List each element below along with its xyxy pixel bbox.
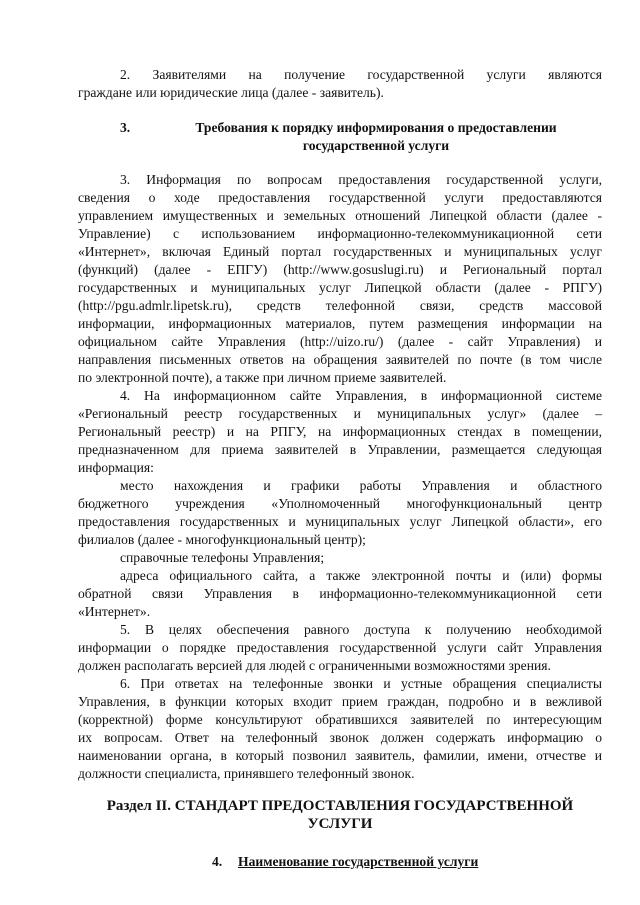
list-item-3-line-1: адреса официального сайта, а также электронной почты и (или) формы: [120, 568, 602, 583]
paragraph-6-line-5: наименовании органа, в который позвонил заявитель, фамилии, имени, отчестве и: [78, 748, 602, 763]
paragraph-3-line-7: государственных и муниципальных услуг Липецкой области (далее - РПГУ): [78, 280, 602, 295]
paragraph-3-line-12: по электронной почте), а также при личном приеме заявителей.: [78, 370, 447, 385]
paragraph-6-line-3: (корректной) форме консультируют обратившихся заявителей по интересующим: [78, 712, 602, 727]
paragraph-4-line-3: Региональный реестр) и на РПГУ, на информационных стендах в помещении,: [78, 424, 602, 439]
paragraph-6-line-6: должности специалиста, принявшего телефонный звонок.: [78, 766, 415, 781]
paragraph-4-line-2: «Региональный реестр государственных и муниципальных услуг» (далее –: [78, 406, 602, 421]
section-3-title-line-2: государственной услуги: [302, 138, 450, 153]
list-item-2-line-1: справочные телефоны Управления;: [120, 550, 325, 565]
paragraph-5-line-3: должен располагать версией для людей с ограниченными возможностями зрения.: [78, 658, 551, 673]
paragraph-3-line-11: направления письменных ответов на обращения заявителей по почте (в том числе: [78, 352, 602, 367]
list-item-1-line-2: бюджетного учреждения «Уполномоченный многофункциональный центр: [78, 496, 602, 511]
section-II-title-line-2: УСЛУГИ: [307, 816, 373, 832]
paragraph-2-line-1: 2. Заявителями на получение государственной услуги являются: [120, 67, 602, 82]
paragraph-4-line-4: предназначенном для приема заявителей в Управлении, размещается следующая: [78, 442, 602, 457]
section-3-title-line-1: Требования к порядку информирования о предоставлении: [195, 120, 557, 135]
paragraph-4-line-1: 4. На информационном сайте Управления, в информационной системе: [120, 388, 602, 403]
section-II-title-line-1: Раздел II. СТАНДАРТ ПРЕДОСТАВЛЕНИЯ ГОСУДАРСТВЕННОЙ: [106, 798, 574, 814]
paragraph-6-line-1: 6. При ответах на телефонные звонки и устные обращения специалисты: [120, 676, 602, 691]
paragraph-6-line-2: Управления, в функции которых входит прием граждан, подробно и в вежливой: [78, 694, 602, 709]
paragraph-3-line-2: сведения о ходе предоставления государственной услуги предоставляются: [78, 190, 602, 205]
paragraph-3-line-1: 3. Информация по вопросам предоставления государственной услуги,: [120, 172, 602, 187]
paragraph-2-line-2: граждане или юридические лица (далее - заявитель).: [78, 85, 384, 100]
paragraph-4-line-5: информация:: [78, 460, 154, 475]
list-item-1-line-1: место нахождения и графики работы Управления и областного: [120, 478, 602, 493]
list-item-1-line-3: предоставления государственных и муниципальных услуг Липецкой области», его: [78, 514, 602, 529]
section-3-number: 3.: [120, 120, 131, 135]
list-item-3-line-3: «Интернет».: [78, 604, 151, 619]
paragraph-3-line-3: управлением имущественных и земельных отношений Липецкой области (далее -: [78, 208, 602, 223]
paragraph-3-line-9: информации, информационных материалов, путем размещения информации на: [78, 316, 602, 331]
paragraph-3-line-6: (функций) (далее - ЕПГУ) (http://www.gosuslugi.ru) и Региональный портал: [78, 262, 602, 277]
list-item-1-line-4: филиалов (далее - многофункциональный центр);: [78, 532, 366, 547]
paragraph-5-line-2: информации о порядке предоставления государственной услуги сайт Управления: [78, 640, 602, 655]
subsection-4-number: 4.: [212, 854, 223, 869]
paragraph-5-line-1: 5. В целях обеспечения равного доступа к получению необходимой: [120, 622, 602, 637]
paragraph-6-line-4: их вопросам. Ответ на телефонный звонок должен содержать информацию о: [78, 730, 602, 745]
paragraph-3-line-10: официальном сайте Управления (http://uizo.ru/) (далее - сайт Управления) и: [78, 334, 602, 349]
paragraph-3-line-4: Управление) с использованием информационно-телекоммуникационной сети: [78, 226, 602, 241]
paragraph-3-line-8: (http://pgu.admlr.lipetsk.ru), средств телефонной связи, средств массовой: [78, 298, 602, 313]
subsection-4-title: Наименование государственной услуги: [238, 854, 479, 869]
paragraph-3-line-5: «Интернет», включая Единый портал государственных и муниципальных услуг: [78, 244, 602, 259]
list-item-3-line-2: обратной связи Управления в информационно-телекоммуникационной сети: [78, 586, 602, 601]
